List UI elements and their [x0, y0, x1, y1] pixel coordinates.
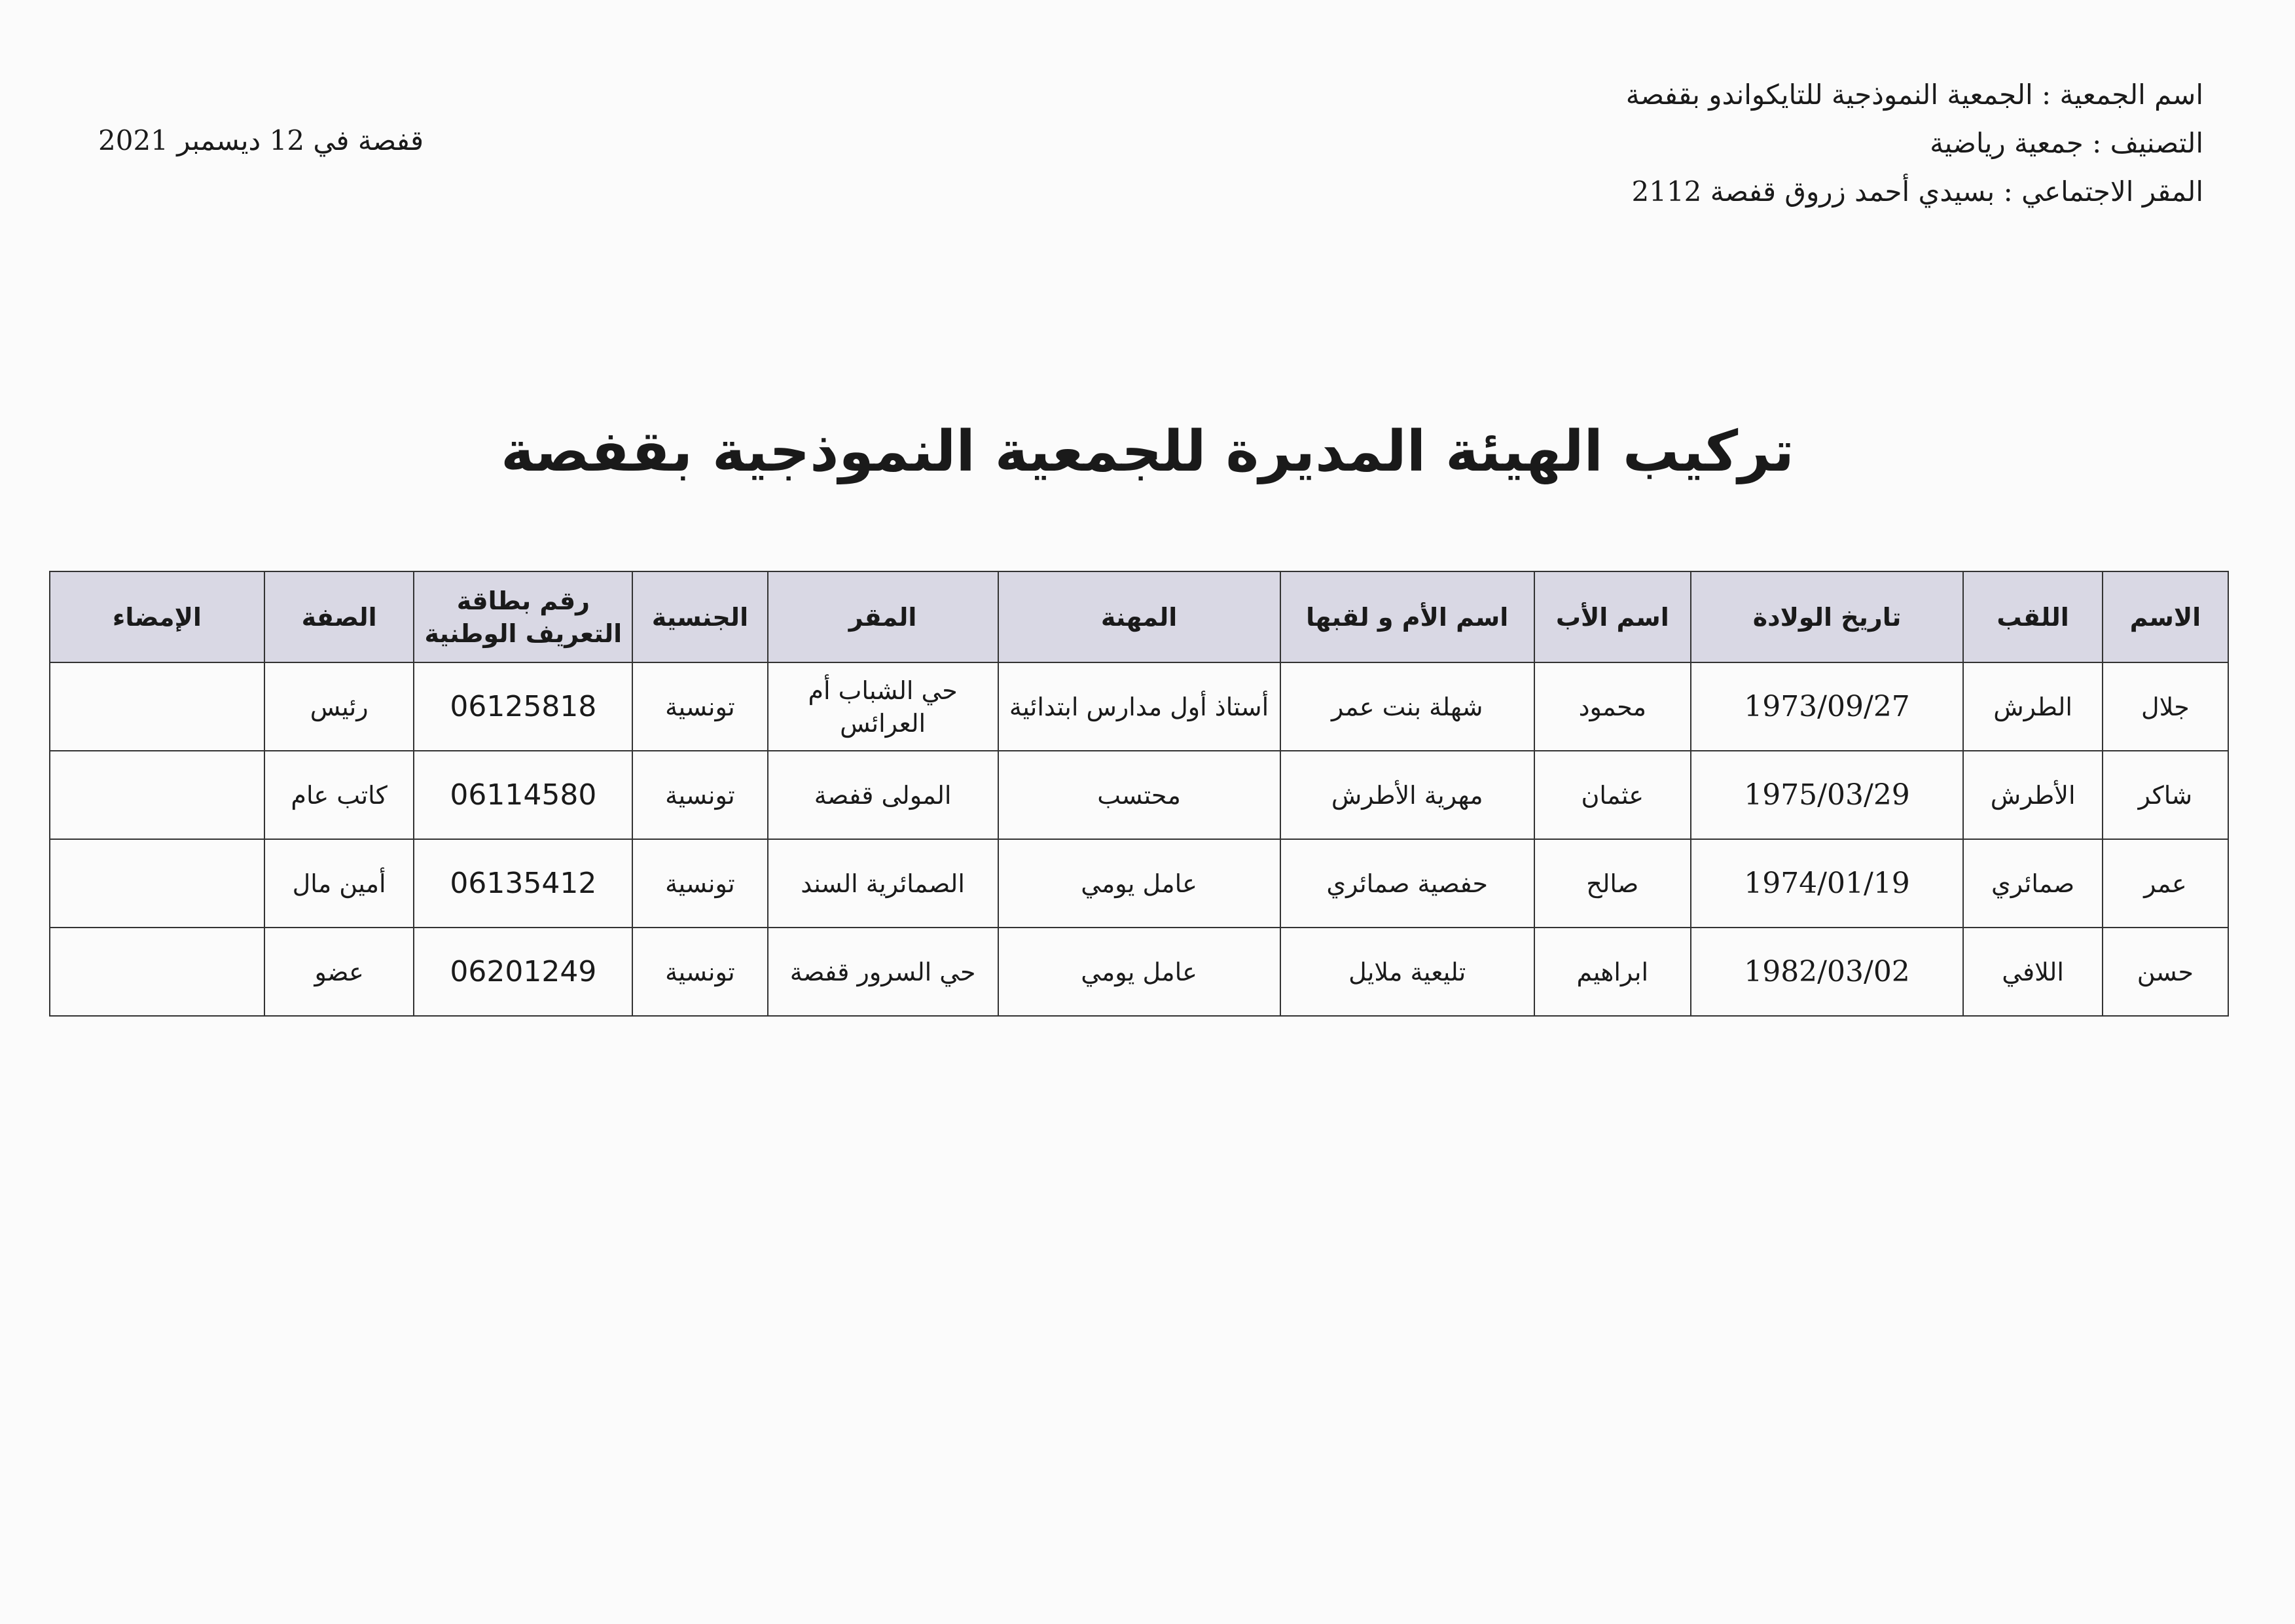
id-number-cell: 06114580 — [414, 751, 632, 839]
table-row — [50, 662, 2228, 751]
birth-date-cell: 1982/03/02 — [1691, 928, 1964, 1016]
id-number-cell: 06135412 — [414, 839, 632, 928]
id-number-cell: 06201249 — [414, 928, 632, 1016]
nationality-cell: تونسية — [632, 839, 767, 928]
signature-cell — [50, 839, 264, 928]
profession-cell: عامل يومي — [998, 839, 1280, 928]
last-name-cell: الأطرش — [1963, 751, 2102, 839]
father-name-cell: عثمان — [1534, 751, 1691, 839]
column-header: تاريخ الولادة — [1691, 571, 1964, 662]
signature-cell — [50, 662, 264, 751]
table-row — [50, 839, 2228, 928]
association-info — [1626, 71, 2203, 216]
column-header: المهنة — [998, 571, 1280, 662]
table-row — [50, 928, 2228, 1016]
mother-name-cell: تليعية ملايل — [1280, 928, 1534, 1016]
birth-date-cell: 1973/09/27 — [1691, 662, 1964, 751]
nationality-cell: تونسية — [632, 662, 767, 751]
profession-cell: محتسب — [998, 751, 1280, 839]
column-header: اسم الأم و لقبها — [1280, 571, 1534, 662]
mother-name-cell: شهلة بنت عمر — [1280, 662, 1534, 751]
father-name-cell: محمود — [1534, 662, 1691, 751]
column-header: اسم الأب — [1534, 571, 1691, 662]
table-header-row — [50, 571, 2228, 662]
mother-name-cell: حفصية صمائري — [1280, 839, 1534, 928]
nationality-cell: تونسية — [632, 928, 767, 1016]
father-name-cell: صالح — [1534, 839, 1691, 928]
table-row — [50, 751, 2228, 839]
residence-cell: الصمائرية السند — [768, 839, 998, 928]
last-name-cell: صمائري — [1963, 839, 2102, 928]
id-number-cell: 06125818 — [414, 662, 632, 751]
role-cell: رئيس — [264, 662, 414, 751]
signature-cell — [50, 751, 264, 839]
first-name-cell: جلال — [2103, 662, 2228, 751]
board-members-table — [49, 571, 2229, 1017]
residence-cell: حي الشباب أم العرائس — [768, 662, 998, 751]
signature-cell — [50, 928, 264, 1016]
document-title: تركيب الهيئة المديرة للجمعية النموذجية بقفصة — [501, 419, 1794, 484]
residence-cell: حي السرور قفصة — [768, 928, 998, 1016]
document-date: قفصة في 12 ديسمبر 2021 — [98, 124, 424, 156]
father-name-cell: ابراهيم — [1534, 928, 1691, 1016]
column-header: الإمضاء — [50, 571, 264, 662]
last-name-cell: اللافي — [1963, 928, 2102, 1016]
column-header: رقم بطاقة التعريف الوطنية — [414, 571, 632, 662]
headquarters-line: المقر الاجتماعي : بسيدي أحمد زروق قفصة 2112 — [1631, 175, 2203, 208]
column-header: الاسم — [2103, 571, 2228, 662]
classification-line: التصنيف : جمعية رياضية — [1930, 127, 2203, 159]
column-header: الجنسية — [632, 571, 767, 662]
nationality-cell: تونسية — [632, 751, 767, 839]
first-name-cell: عمر — [2103, 839, 2228, 928]
column-header: الصفة — [264, 571, 414, 662]
last-name-cell: الطرش — [1963, 662, 2102, 751]
birth-date-cell: 1974/01/19 — [1691, 839, 1964, 928]
birth-date-cell: 1975/03/29 — [1691, 751, 1964, 839]
column-header: المقر — [768, 571, 998, 662]
role-cell: أمين مال — [264, 839, 414, 928]
mother-name-cell: مهرية الأطرش — [1280, 751, 1534, 839]
first-name-cell: حسن — [2103, 928, 2228, 1016]
first-name-cell: شاكر — [2103, 751, 2228, 839]
profession-cell: عامل يومي — [998, 928, 1280, 1016]
profession-cell: أستاذ أول مدارس ابتدائية — [998, 662, 1280, 751]
role-cell: كاتب عام — [264, 751, 414, 839]
role-cell: عضو — [264, 928, 414, 1016]
column-header: اللقب — [1963, 571, 2102, 662]
residence-cell: المولى قفصة — [768, 751, 998, 839]
association-name-line: اسم الجمعية : الجمعية النموذجية للتايكواندو بقفصة — [1625, 79, 2203, 111]
